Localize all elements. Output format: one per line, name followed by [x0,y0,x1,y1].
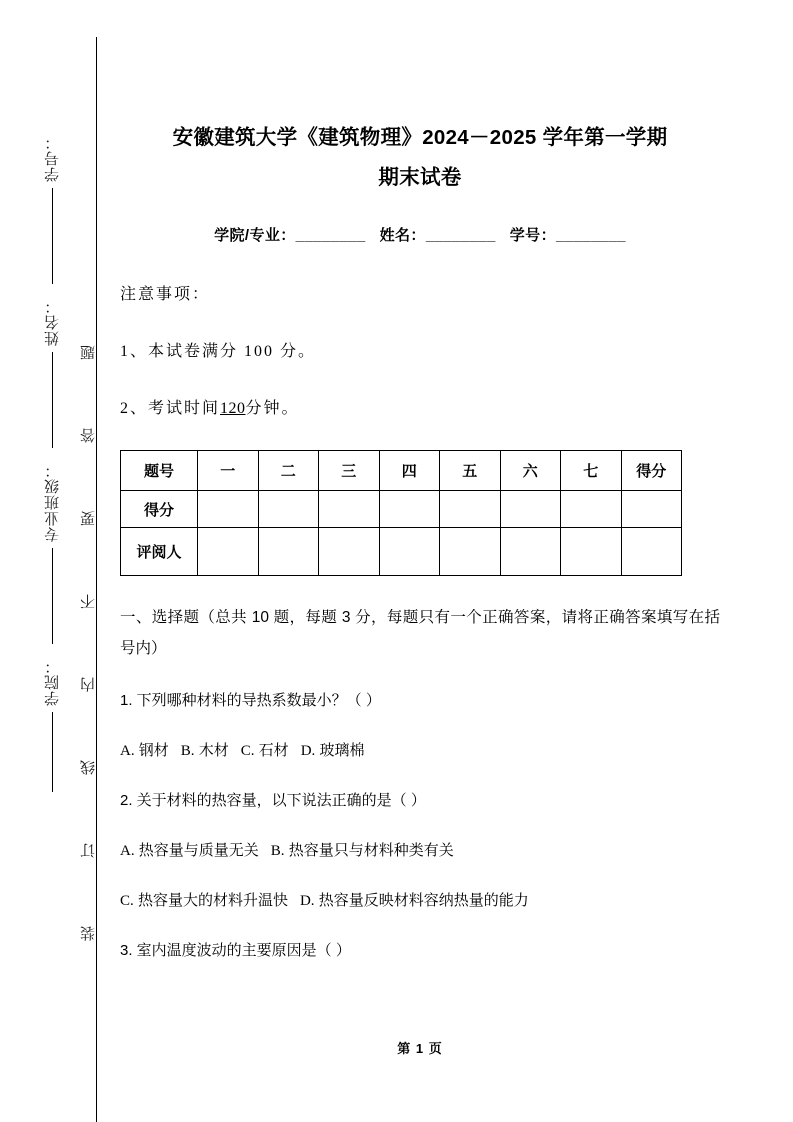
option-text[interactable]: 热容量与质量无关 [138,842,259,859]
option-label: A. [120,743,135,759]
option-label: B. [180,743,195,759]
binding-field-blank-line[interactable] [52,352,53,448]
name-label: 姓名： [379,227,426,244]
binding-notice-char: 不 [80,594,97,609]
binding-notice-char: 要 [80,511,97,526]
option-text[interactable]: 玻璃棉 [319,742,365,759]
score-cell[interactable] [258,491,319,528]
reviewer-cell[interactable] [440,528,501,576]
reviewer-cell[interactable] [198,528,259,576]
binding-notice-char: 答 [80,428,97,443]
score-cell[interactable] [379,491,440,528]
option-label: A. [120,843,135,859]
page-title-line-1: 安徽建筑大学《建筑物理》2024－2025 学年第一学期 [172,126,668,149]
binding-field-blank-line[interactable] [52,548,53,644]
option-text[interactable]: 木材 [198,742,229,759]
reviewer-cell[interactable] [561,528,622,576]
score-table-header-cell: 得分 [621,451,682,491]
score-table-header-cell: 七 [561,451,622,491]
score-cell[interactable] [621,491,682,528]
section-one-heading-line-2: 正确答案填写在括号内） [120,609,720,657]
student-id-label: 学号： [509,227,556,244]
reviewer-cell[interactable] [621,528,682,576]
reviewer-cell[interactable] [500,528,561,576]
score-table-header-cell: 六 [500,451,561,491]
exam-duration-value: 120 [220,400,246,417]
binding-notice-char: 内 [80,677,97,692]
page-footer: 第 1 页 [397,1041,443,1056]
paper-content [120,0,720,1122]
binding-field-label: 学院： [44,658,61,706]
question-options-1 [120,738,720,764]
score-cell[interactable] [319,491,380,528]
binding-notice-vertical-text [78,345,100,941]
binding-notice-char: 装 [80,926,97,941]
binding-identity-fields [32,130,72,802]
notice-item-2 [120,395,720,418]
binding-field-label: 专业班级： [44,462,61,542]
score-table-header-cell: 题号 [121,451,198,491]
option-text[interactable]: 热容量大的材料升温快 [137,892,288,909]
question-stem-1: 1. 下列哪种材料的导热系数最小？（ ） [120,692,381,709]
reviewer-cell[interactable] [258,528,319,576]
table-row [121,528,682,576]
score-cell[interactable] [198,491,259,528]
score-row-label: 得分 [121,491,198,528]
table-row-header [121,451,682,491]
option-label: D. [299,893,315,909]
option-text[interactable]: 热容量反映材料容纳热量的能力 [318,892,529,909]
option-text[interactable]: 热容量只与材料种类有关 [288,842,454,859]
notice-item-2-suffix: 分钟。 [245,400,300,417]
binding-field-class [32,458,72,654]
section-one-heading [120,602,720,664]
question-options-2-line-1 [120,838,720,864]
binding-field-name [32,294,72,458]
option-text[interactable]: 石材 [258,742,289,759]
question-stem-3: 3. 室内温度波动的主要原因是（ ） [120,942,351,959]
page-title-line-2: 期末试卷 [378,166,462,189]
score-cell[interactable] [500,491,561,528]
score-table-header-cell: 三 [319,451,380,491]
name-blank[interactable]: ________ [425,227,496,244]
binding-field-label: 学号： [44,134,61,182]
binding-field-college [32,654,72,802]
binding-notice-char: 订 [80,843,97,858]
binding-field-label: 姓名： [44,298,61,346]
option-label: C. [120,893,134,909]
section-one-heading-line-1: 一、选择题（总共 10 题，每题 3 分，每题只有一个正确答案，请将 [120,609,594,626]
notice-item-2-prefix: 2、考试时间 [120,400,221,417]
option-label: B. [270,843,285,859]
binding-field-blank-line[interactable] [52,712,53,792]
option-label: D. [300,743,316,759]
binding-field-blank-line[interactable] [52,188,53,284]
identity-fill-line [120,224,720,245]
score-table-header-cell: 二 [258,451,319,491]
score-row-label: 评阅人 [121,528,198,576]
binding-field-student-id [32,130,72,294]
table-row [121,491,682,528]
binding-notice-char: 题 [80,345,97,360]
score-cell[interactable] [440,491,501,528]
score-cell[interactable] [561,491,622,528]
college-major-label: 学院/专业： [214,227,296,244]
option-label: C. [240,743,255,759]
college-major-blank[interactable]: ________ [295,227,366,244]
student-id-blank[interactable]: ________ [555,227,626,244]
notice-item-1: 1、本试卷满分 100 分。 [120,343,317,360]
binding-notice-char: 线 [80,760,97,775]
question-stem-2: 2. 关于材料的热容量，以下说法正确的是（ ） [120,792,426,809]
page-title [120,0,720,198]
score-table-header-cell: 一 [198,451,259,491]
score-table-header-cell: 四 [379,451,440,491]
reviewer-cell[interactable] [379,528,440,576]
question-options-2-line-2 [120,888,720,914]
score-summary-table [120,450,682,576]
reviewer-cell[interactable] [319,528,380,576]
score-table-header-cell: 五 [440,451,501,491]
notices-heading: 注意事项： [120,286,211,303]
option-text[interactable]: 钢材 [138,742,169,759]
